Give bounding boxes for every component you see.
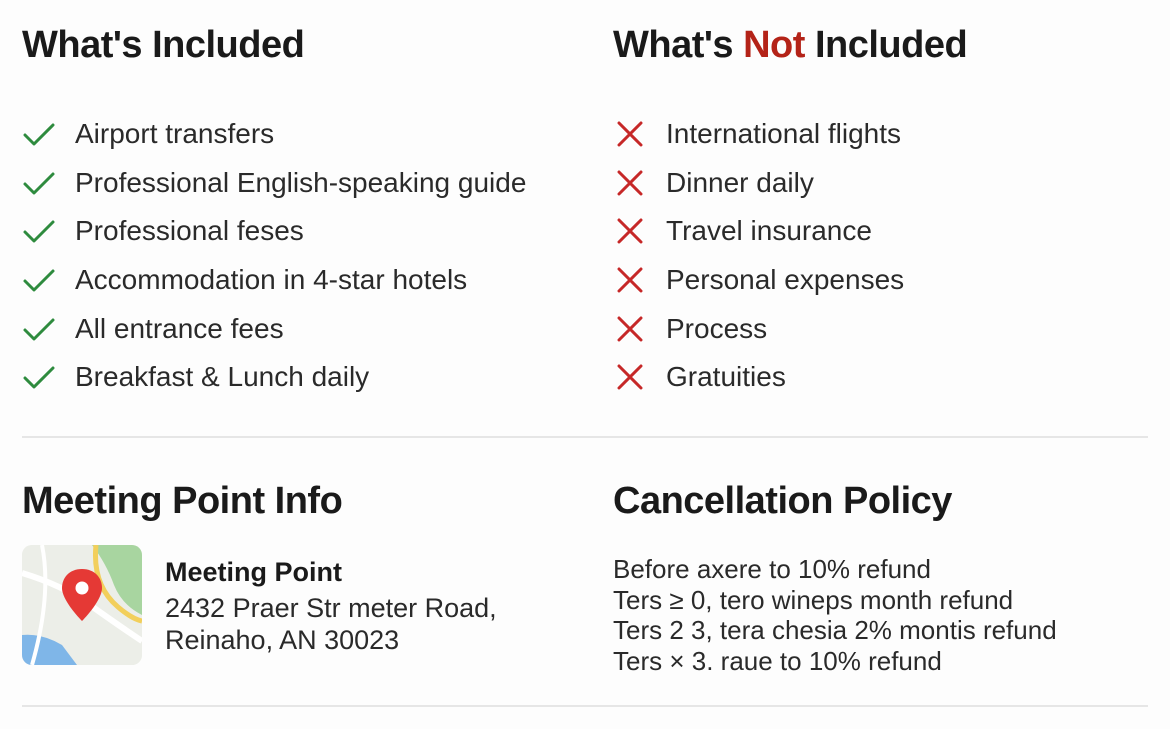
- check-icon: [22, 117, 56, 151]
- included-item: [22, 207, 526, 256]
- meeting-point-address-line2: Reinaho, AN 30023: [165, 625, 400, 655]
- check-icon: [22, 360, 56, 394]
- not-included-section: [613, 26, 1153, 406]
- check-icon: [22, 214, 56, 248]
- x-icon: [613, 166, 647, 200]
- x-icon: [613, 312, 647, 346]
- x-icon: [613, 360, 647, 394]
- cancellation-heading: Cancellation Policy: [613, 480, 952, 522]
- cancellation-section: [613, 480, 1153, 676]
- not-included-item: [613, 207, 904, 256]
- cancellation-policy-line: Before axere to 10% refund: [613, 554, 931, 584]
- included-item: [22, 353, 526, 402]
- included-item-label: All entrance fees: [75, 312, 284, 344]
- included-section: [22, 26, 582, 406]
- not-included-item: [613, 353, 904, 402]
- not-included-heading-suffix: Included: [804, 24, 968, 66]
- not-included-heading: [613, 26, 1153, 64]
- included-item: [22, 256, 526, 305]
- meeting-point-card: [22, 545, 582, 665]
- not-included-item: [613, 110, 904, 159]
- not-included-heading-prefix: What's: [613, 24, 744, 66]
- check-icon: [22, 312, 56, 346]
- meeting-point-label: Meeting Point: [165, 557, 342, 587]
- included-item: [22, 304, 526, 353]
- included-item-label: Accommodation in 4-star hotels: [75, 264, 468, 296]
- meeting-point-address-line1: 2432 Praer Str meter Road,: [165, 593, 497, 623]
- included-item-label: Breakfast & Lunch daily: [75, 361, 370, 393]
- x-icon: [613, 263, 647, 297]
- included-item-label: Professional English-speaking guide: [75, 166, 527, 198]
- not-included-list: [613, 110, 904, 402]
- section-divider-bottom: [22, 705, 1148, 707]
- not-included-item-label: Process: [666, 312, 768, 344]
- included-item: [22, 110, 526, 159]
- x-icon: [613, 214, 647, 248]
- cancellation-policy-line: Ters × 3. raue to 10% refund: [613, 645, 942, 676]
- cancellation-policy-line: Ters 2 3, tera chesia 2% montis refund: [613, 615, 1057, 645]
- included-heading: What's Included: [22, 24, 305, 66]
- map-thumbnail[interactable]: [22, 545, 142, 665]
- included-item-label: Airport transfers: [75, 118, 275, 150]
- included-item-label: Professional feses: [75, 215, 304, 247]
- cancellation-policy-line: Ters ≥ 0, tero wineps month refund: [613, 584, 1014, 615]
- section-divider: [22, 436, 1148, 438]
- cancellation-policy-list: [613, 554, 1057, 676]
- not-included-item: [613, 304, 904, 353]
- check-icon: [22, 263, 56, 297]
- not-included-item: [613, 159, 904, 208]
- included-list: [22, 110, 526, 402]
- not-included-item-label: Travel insurance: [666, 215, 872, 247]
- included-item: [22, 159, 526, 208]
- not-included-item-label: Personal expenses: [666, 264, 905, 296]
- check-icon: [22, 166, 56, 200]
- x-icon: [613, 117, 647, 151]
- not-included-item-label: Gratuities: [666, 361, 786, 393]
- meeting-point-section: [22, 482, 582, 672]
- not-included-item-label: Dinner daily: [666, 166, 814, 198]
- not-included-item-label: International flights: [666, 118, 902, 150]
- meeting-point-heading: Meeting Point Info: [22, 480, 343, 522]
- not-included-heading-highlight: Not: [743, 24, 805, 66]
- not-included-item: [613, 256, 904, 305]
